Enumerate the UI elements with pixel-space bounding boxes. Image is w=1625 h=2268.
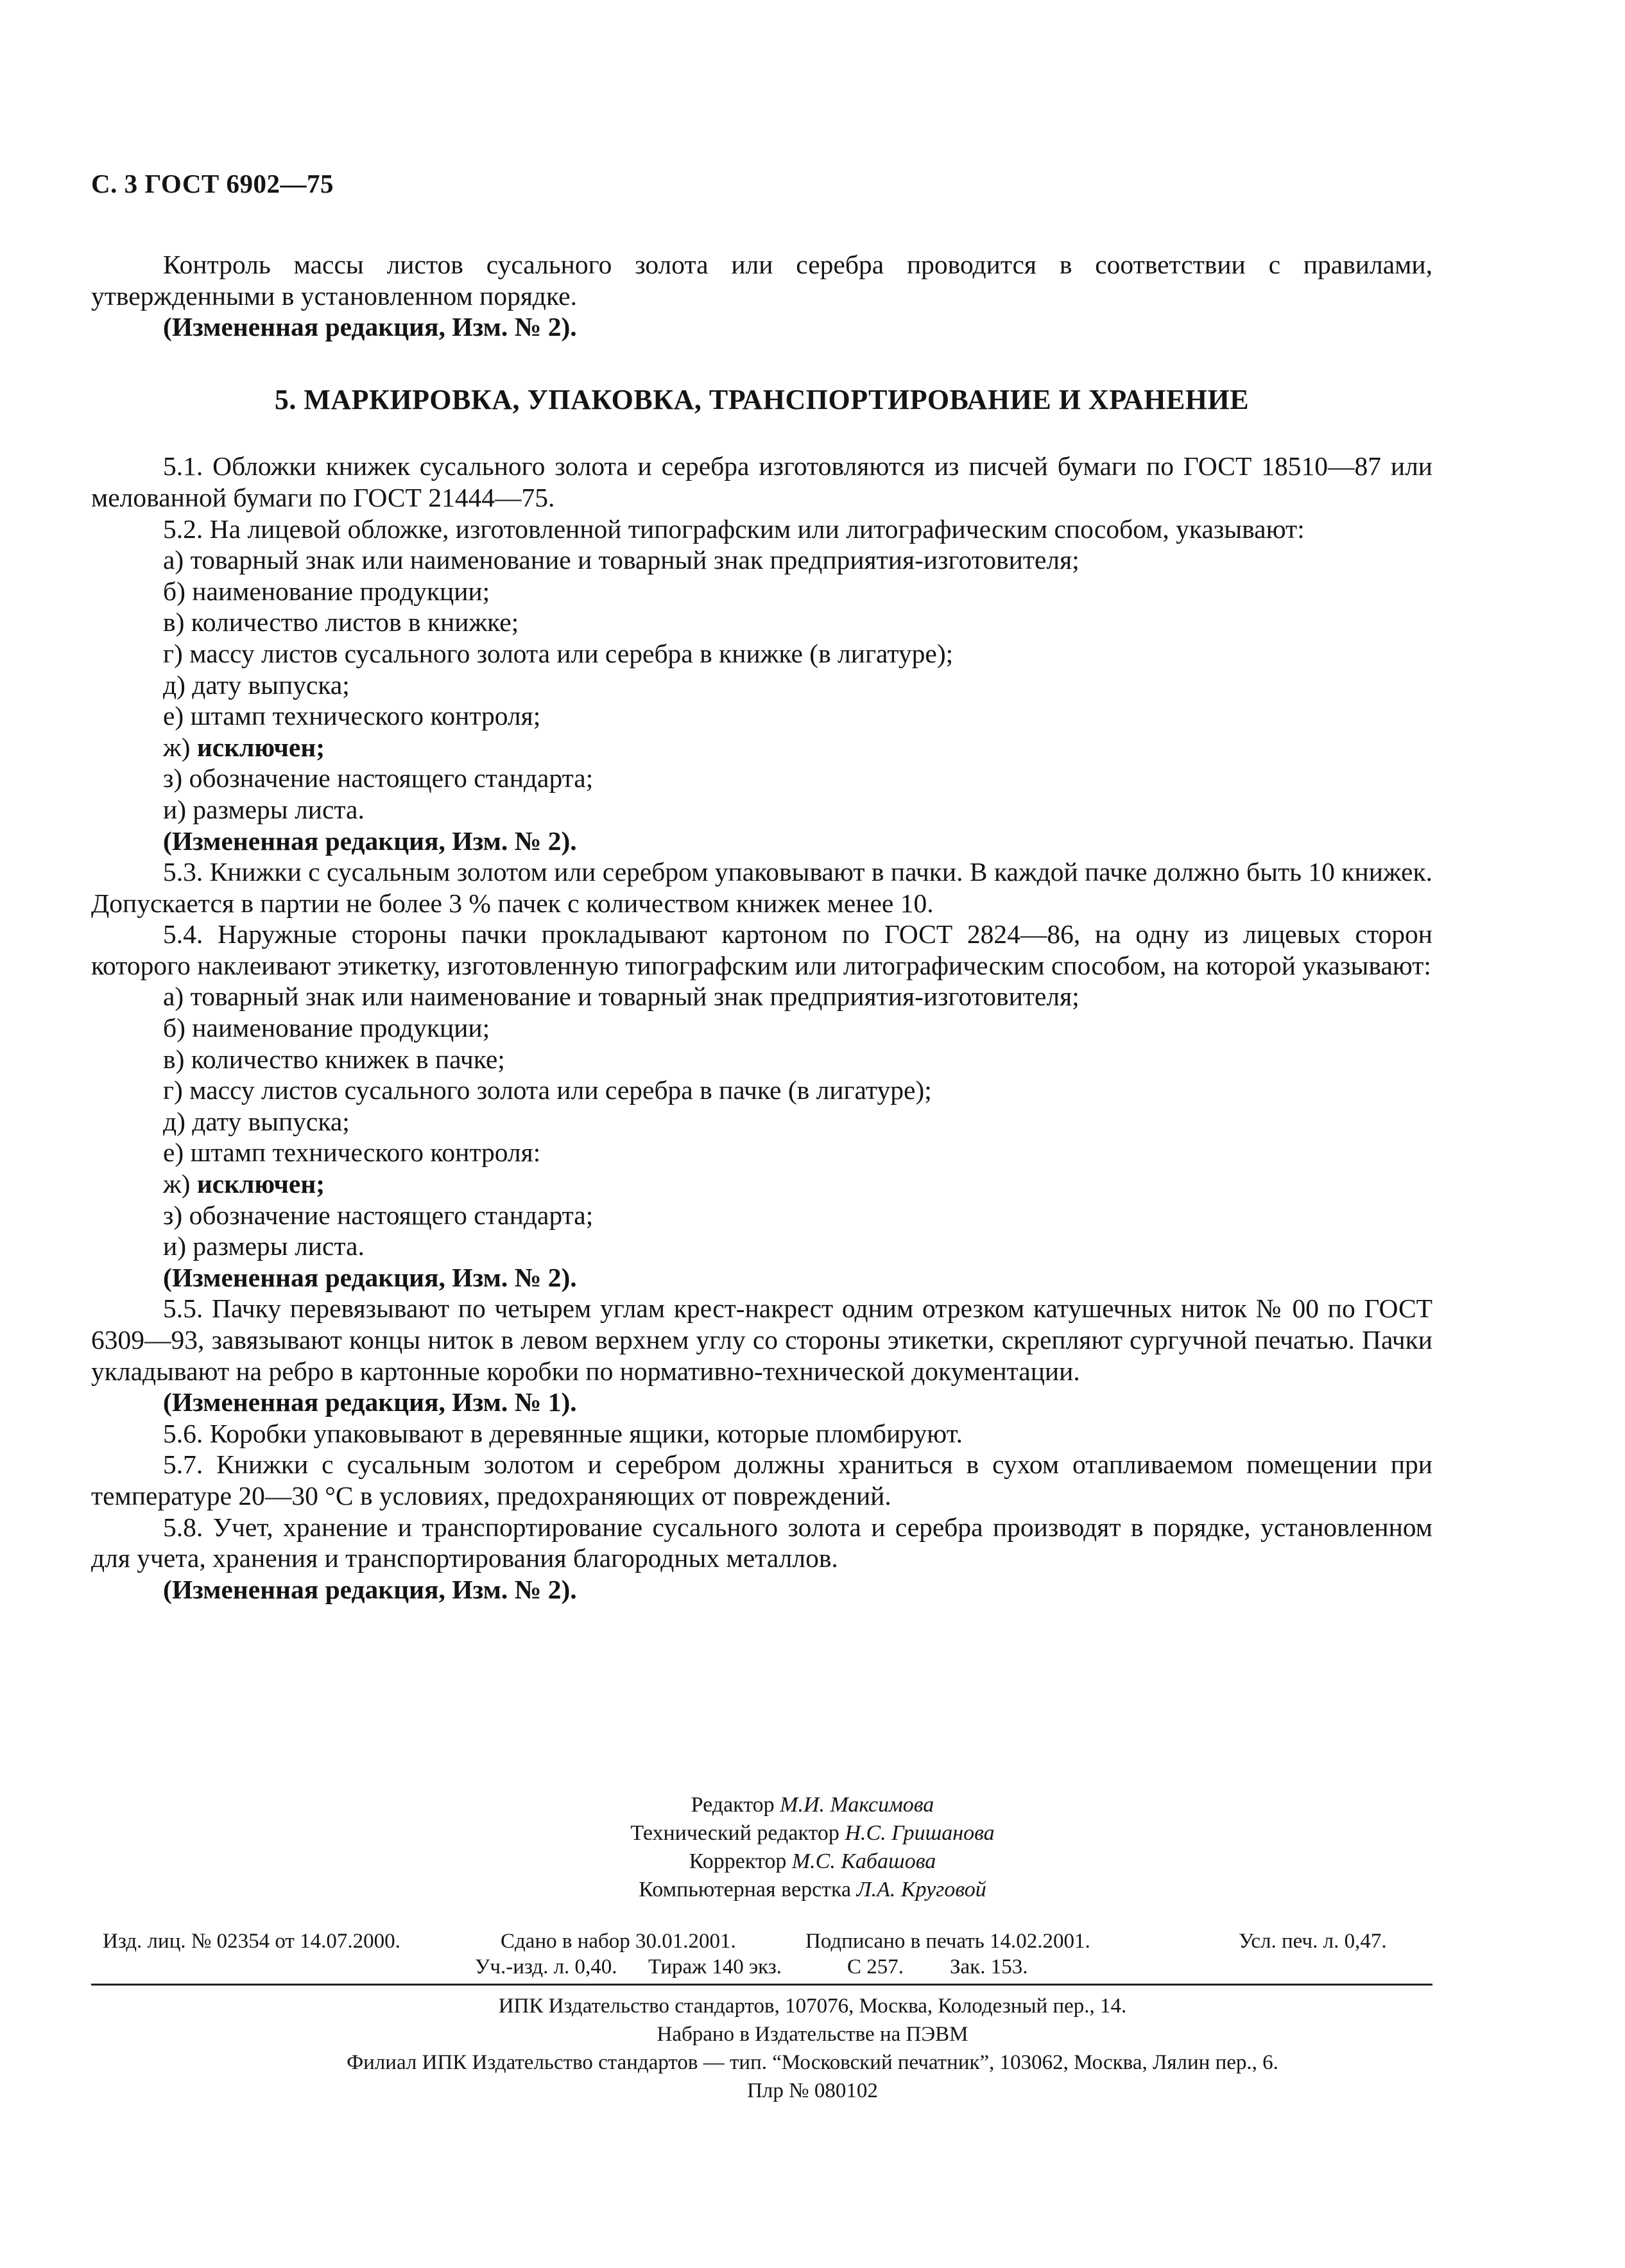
imprint-block bbox=[103, 1928, 1431, 1980]
credit-label: Компьютерная верстка bbox=[639, 1878, 857, 1901]
credit-name: М.И. Максимова bbox=[780, 1793, 934, 1817]
excluded-label: исключен; bbox=[196, 732, 325, 762]
clause-5-4: 5.4. Наружные стороны пачки прокладывают картоном по ГОСТ 2824—86, на одну из лицевых сторон которого наклеивают этикетку, изготовленную типографским или литографическим способом, на которой указывают: bbox=[91, 919, 1432, 980]
corrector-credit bbox=[0, 1848, 1625, 1876]
credit-name: Л.А. Круговой bbox=[856, 1878, 986, 1901]
list-item: з) обозначение настоящего стандарта; bbox=[163, 763, 594, 793]
publisher-block bbox=[0, 1992, 1625, 2105]
amendment-note: (Измененная редакция, Изм. № 1). bbox=[163, 1387, 577, 1417]
publisher-line: Набрано в Издательстве на ПЭВМ bbox=[657, 2023, 968, 2046]
list-item: и) размеры листа. bbox=[163, 794, 365, 824]
list-item: г) массу листов сусального золота или серебра в книжке (в лигатуре); bbox=[163, 638, 954, 668]
layout-credit bbox=[0, 1876, 1625, 1904]
list-item: б) наименование продукции; bbox=[163, 576, 490, 606]
list-item: д) дату выпуска; bbox=[163, 670, 350, 700]
circulation: Тираж 140 экз. bbox=[648, 1955, 782, 1978]
list-item: г) массу листов сусального золота или серебра в пачке (в лигатуре); bbox=[163, 1075, 932, 1105]
clause-5-5: 5.5. Пачку перевязывают по четырем углам крест-накрест одним отрезком катушечных ниток № 00 по ГОСТ 6309—93, завязывают концы ниток в левом верхнем углу со стороны этикетки, скрепляют сургучной печатью. Пачки укладывают на ребро в картонные коробки по нормативно-технической документации. bbox=[91, 1294, 1432, 1386]
list-item-prefix: ж) bbox=[163, 1169, 197, 1199]
print-sheets: Усл. печ. л. 0,47. bbox=[1239, 1930, 1387, 1953]
credit-name: М.С. Кабашова bbox=[791, 1849, 936, 1873]
list-item: б) наименование продукции; bbox=[163, 1013, 490, 1043]
credit-label: Корректор bbox=[689, 1849, 792, 1873]
list-item: в) количество листов в книжке; bbox=[163, 607, 519, 637]
excluded-label: исключен; bbox=[196, 1169, 325, 1199]
credit-label: Редактор bbox=[691, 1793, 780, 1817]
clause-5-3: 5.3. Книжки с сусальным золотом или серебром упаковывают в пачки. В каждой пачке должно быть 10 книжек. Допускается в партии не более 3 % пачек с количеством книжек менее 10. bbox=[91, 857, 1432, 918]
publisher-line: Филиал ИПК Издательство стандартов — тип. “Московский печатник”, 103062, Москва, Лялин пер., 6. bbox=[347, 2051, 1278, 2074]
page-header: С. 3 ГОСТ 6902—75 bbox=[91, 169, 334, 198]
section-title: 5. МАРКИРОВКА, УПАКОВКА, ТРАНСПОРТИРОВАНИЕ И ХРАНЕНИЕ bbox=[274, 383, 1250, 415]
list-item: а) товарный знак или наименование и товарный знак предприятия-изготовителя; bbox=[163, 982, 1079, 1012]
credit-label: Технический редактор bbox=[630, 1821, 845, 1845]
amendment-note: (Измененная редакция, Изм. № 2). bbox=[163, 1262, 577, 1292]
edition-sheets: Уч.-изд. л. 0,40. bbox=[475, 1955, 617, 1978]
clause-5-2: 5.2. На лицевой обложке, изготовленной типографским или литографическим способом, указывают: bbox=[163, 514, 1305, 544]
imprint-row bbox=[103, 1954, 1431, 1980]
list-item: е) штамп технического контроля: bbox=[163, 1138, 541, 1168]
clause-5-1: 5.1. Обложки книжек сусального золота и серебра изготовляются из писчей бумаги по ГОСТ 18510—87 или мелованной бумаги по ГОСТ 21444—75. bbox=[91, 451, 1432, 512]
imprint-row bbox=[103, 1928, 1431, 1954]
document-body bbox=[91, 249, 1432, 1605]
divider bbox=[91, 1984, 1432, 1986]
editor-credit bbox=[0, 1791, 1625, 1819]
list-item-excluded bbox=[91, 1168, 1432, 1200]
clause-5-8: 5.8. Учет, хранение и транспортирование сусального золота и серебра производят в порядке, установленном для учета, хранения и транспортирования благородных металлов. bbox=[91, 1512, 1432, 1573]
intro-paragraph: Контроль массы листов сусального золота или серебра проводится в соответствии с правилами, утвержденными в установленном порядке. bbox=[91, 250, 1432, 311]
credit-name: Н.С. Гришанова bbox=[845, 1821, 995, 1845]
list-item: д) дату выпуска; bbox=[163, 1106, 350, 1136]
list-item: е) штамп технического контроля; bbox=[163, 701, 541, 731]
license-number: Изд. лиц. № 02354 от 14.07.2000. bbox=[103, 1930, 400, 1953]
list-item: в) количество книжек в пачке; bbox=[163, 1044, 505, 1074]
publisher-line: Плр № 080102 bbox=[747, 2079, 878, 2102]
credits-block bbox=[0, 1791, 1625, 1904]
list-item: а) товарный знак или наименование и товарный знак предприятия-изготовителя; bbox=[163, 545, 1079, 575]
amendment-note: (Измененная редакция, Изм. № 2). bbox=[163, 1574, 577, 1604]
publisher-line: ИПК Издательство стандартов, 107076, Москва, Колодезный пер., 14. bbox=[498, 1995, 1127, 2018]
submitted-date: Сдано в набор 30.01.2001. bbox=[501, 1930, 736, 1953]
clause-5-6: 5.6. Коробки упаковывают в деревянные ящики, которые пломбируют. bbox=[163, 1418, 963, 1448]
list-item: з) обозначение настоящего стандарта; bbox=[163, 1200, 594, 1230]
tech-editor-credit bbox=[0, 1819, 1625, 1848]
signed-date: Подписано в печать 14.02.2001. bbox=[805, 1930, 1090, 1953]
clause-5-7: 5.7. Книжки с сусальным золотом и серебром должны храниться в сухом отапливаемом помещении при температуре 20—30 °С в условиях, предохраняющих от повреждений. bbox=[91, 1450, 1432, 1511]
amendment-note: (Измененная редакция, Изм. № 2). bbox=[163, 312, 577, 342]
list-item-prefix: ж) bbox=[163, 732, 197, 762]
list-item: и) размеры листа. bbox=[163, 1231, 365, 1261]
list-item-excluded bbox=[91, 732, 1432, 763]
order-number: Зак. 153. bbox=[950, 1955, 1028, 1978]
amendment-note: (Измененная редакция, Изм. № 2). bbox=[163, 826, 577, 856]
publication-code: С 257. bbox=[847, 1955, 904, 1978]
